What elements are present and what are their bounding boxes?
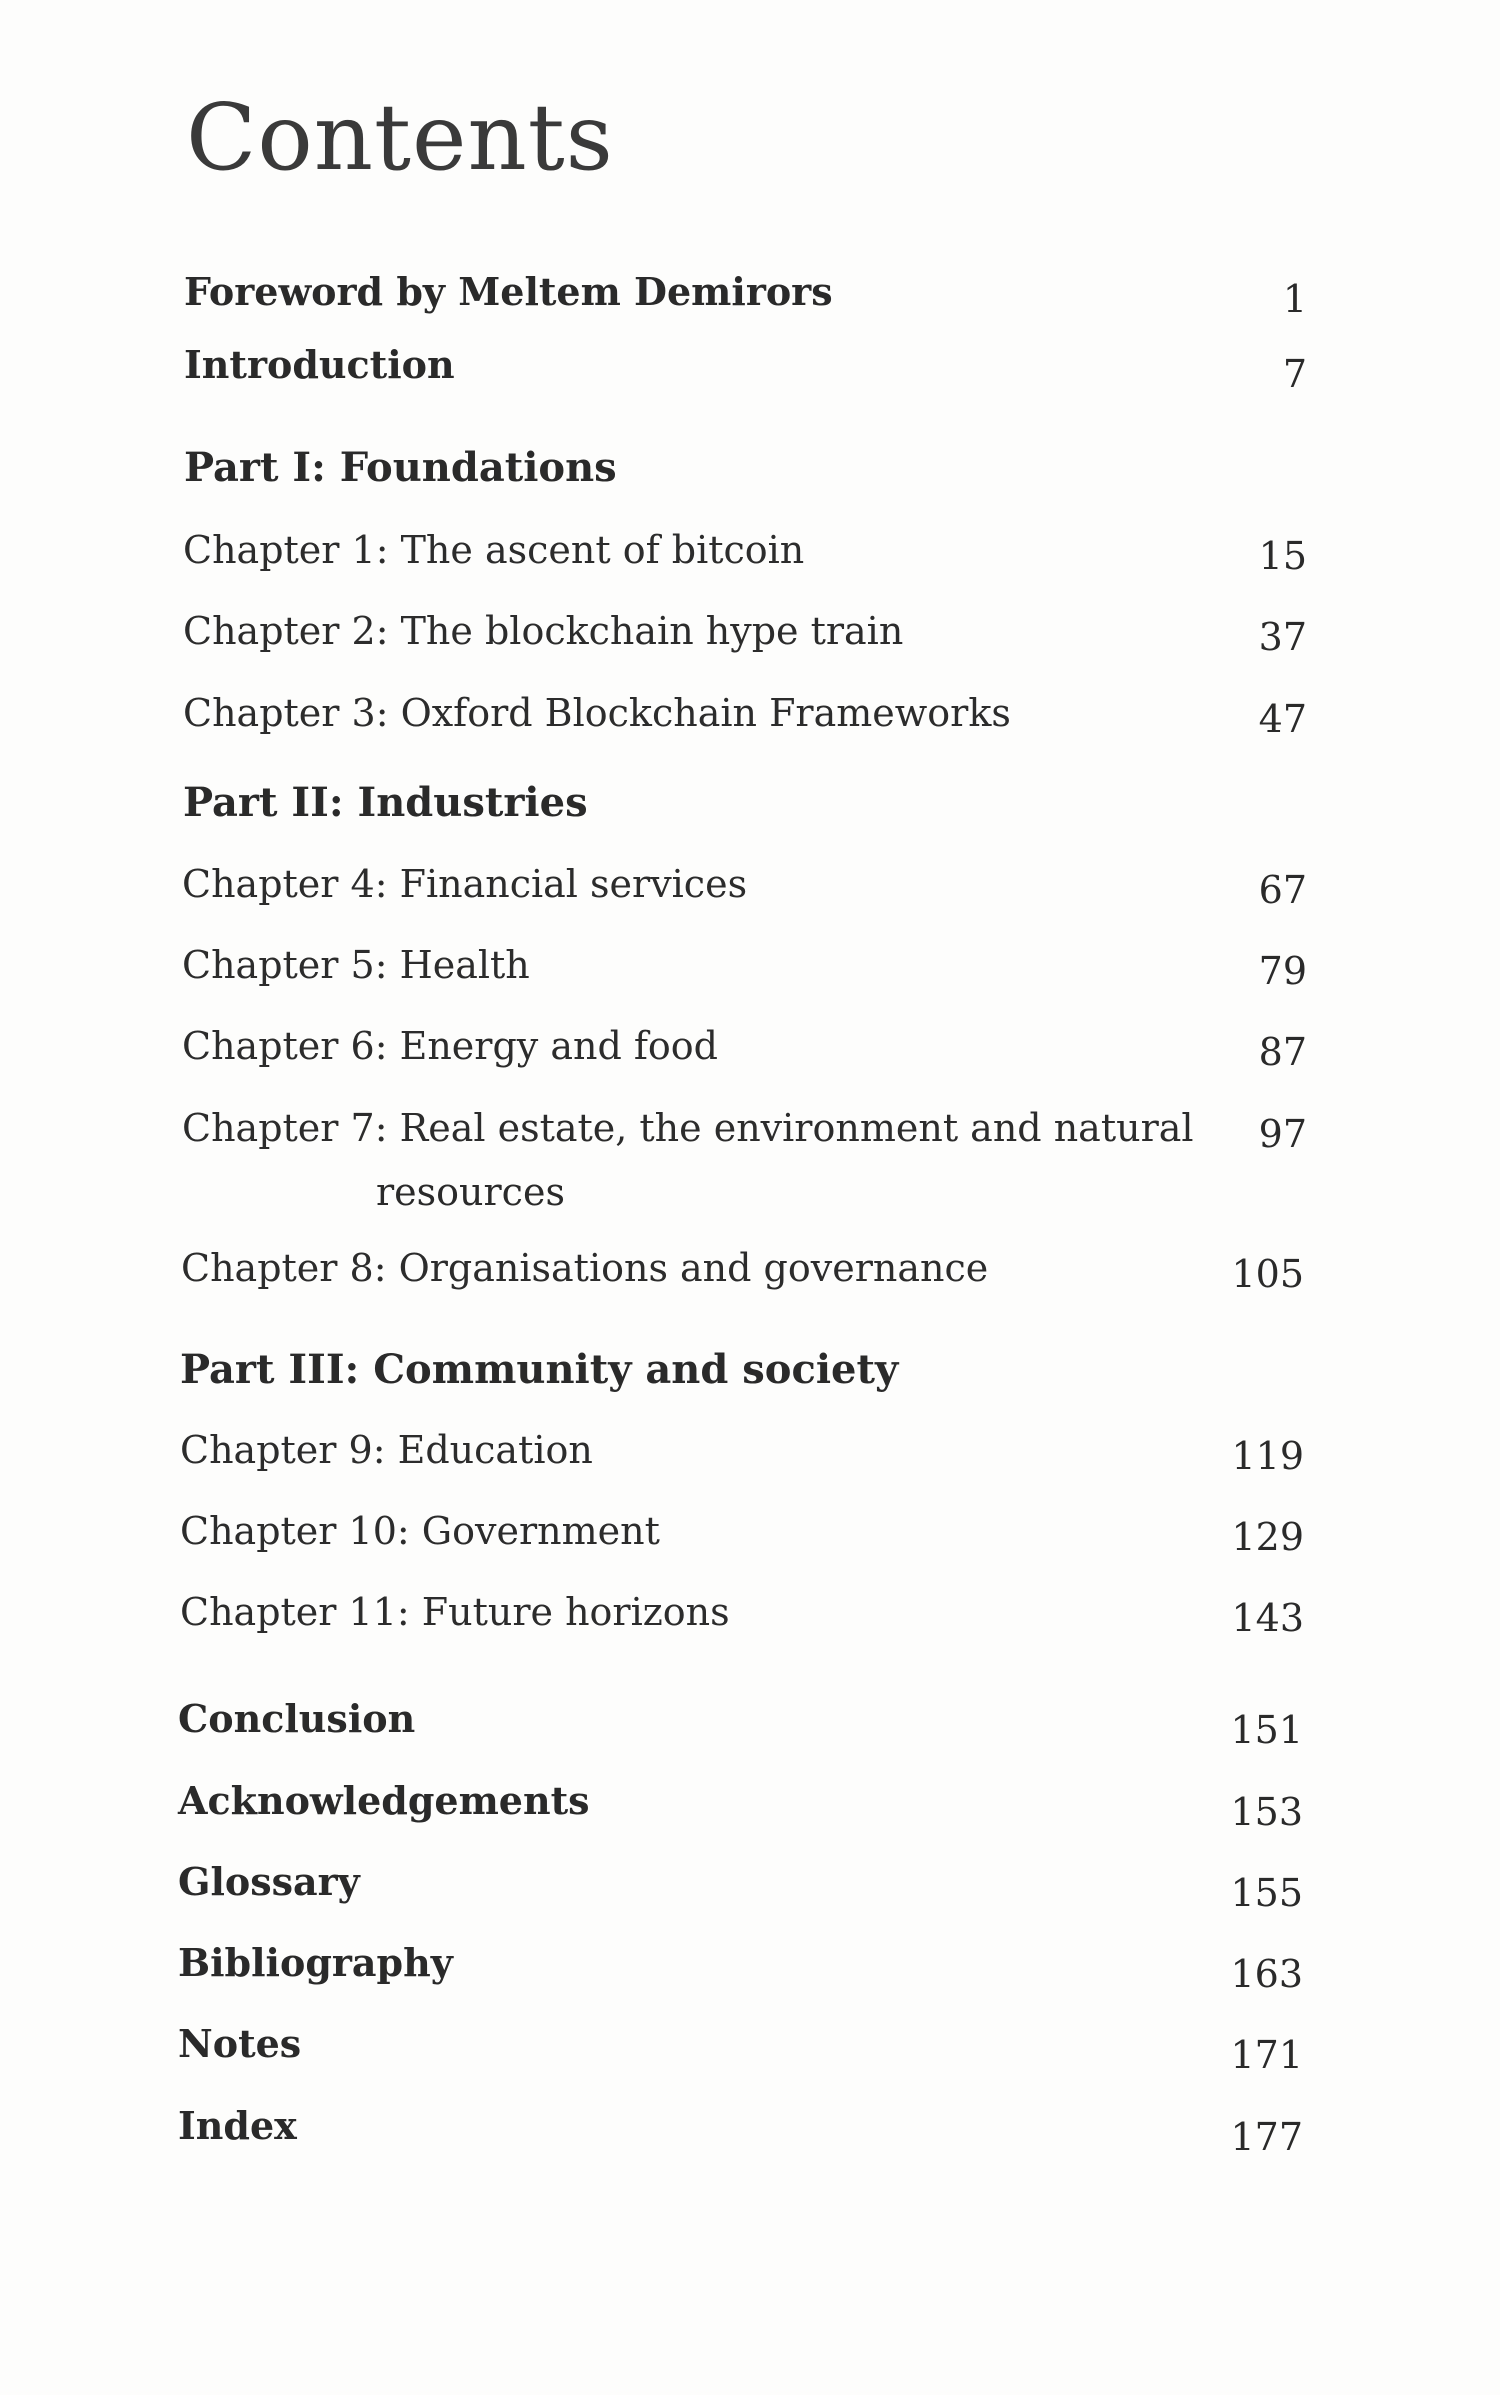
toc-entry-label: Index	[178, 2103, 297, 2148]
toc-entry-label: Chapter 2: The blockchain hype train	[183, 609, 904, 653]
toc-entry-chapter-9[interactable]	[0, 1427, 1500, 1487]
toc-entry-page: 15	[1258, 534, 1307, 578]
toc-entry-chapter-2[interactable]	[0, 608, 1500, 668]
toc-entry-page: 47	[1258, 697, 1307, 741]
toc-entry-label: Chapter 9: Education	[180, 1428, 593, 1472]
toc-entry-label: Introduction	[184, 342, 455, 387]
toc-entry-label: Foreword by Meltem Demirors	[184, 269, 833, 314]
part-heading-1	[0, 443, 1500, 503]
toc-entry-page: 7	[1282, 352, 1307, 396]
toc-entry-chapter-3[interactable]	[0, 690, 1500, 750]
toc-entry-label: Chapter 6: Energy and food	[182, 1024, 719, 1068]
toc-entry-label: Chapter 7: Real estate, the environment and natural	[182, 1106, 1194, 1150]
toc-entry-label: Chapter 8: Organisations and governance	[181, 1246, 989, 1290]
part-heading-label: Part I: Foundations	[184, 444, 617, 491]
toc-entry-index[interactable]	[0, 2102, 1500, 2162]
part-heading-2	[0, 778, 1500, 838]
toc-entry-page: 87	[1258, 1030, 1307, 1074]
toc-entry-page: 177	[1230, 2115, 1303, 2159]
toc-entry-chapter-10[interactable]	[0, 1508, 1500, 1568]
toc-entry-page: 151	[1230, 1708, 1303, 1752]
toc-entry-page: 119	[1231, 1434, 1304, 1478]
toc-entry-glossary[interactable]	[0, 1858, 1500, 1918]
toc-entry-label: Chapter 11: Future horizons	[180, 1590, 730, 1634]
toc-entry-label-continuation: resources	[376, 1170, 565, 1214]
toc-entry-acknowledgements[interactable]	[0, 1777, 1500, 1837]
toc-entry-label: Chapter 3: Oxford Blockchain Frameworks	[183, 691, 1011, 735]
toc-entry-bibliography[interactable]	[0, 1939, 1500, 1999]
toc-entry-page: 67	[1258, 868, 1307, 912]
part-heading-label: Part III: Community and society	[180, 1346, 899, 1393]
toc-entry-page: 79	[1258, 949, 1307, 993]
toc-entry-page: 129	[1231, 1515, 1304, 1559]
toc-entry-page: 153	[1230, 1790, 1303, 1834]
toc-entry-label: Bibliography	[178, 1940, 453, 1985]
toc-entry-label: Glossary	[178, 1859, 360, 1904]
toc-entry-chapter-11[interactable]	[0, 1589, 1500, 1649]
toc-entry-page: 105	[1231, 1252, 1304, 1296]
toc-entry-chapter-4[interactable]	[0, 861, 1500, 921]
toc-entry-page: 1	[1282, 277, 1307, 321]
toc-entry-label: Chapter 4: Financial services	[182, 862, 748, 906]
toc-entry-page: 143	[1231, 1596, 1304, 1640]
toc-entry-chapter-5[interactable]	[0, 942, 1500, 1002]
toc-entry-label: Chapter 1: The ascent of bitcoin	[183, 528, 805, 572]
toc-entry-page: 171	[1230, 2033, 1303, 2077]
toc-entry-label: Acknowledgements	[178, 1778, 590, 1823]
page-title: Contents	[186, 84, 614, 191]
toc-entry-label: Conclusion	[178, 1696, 416, 1741]
toc-entry-conclusion[interactable]	[0, 1695, 1500, 1755]
toc-entry-label: Notes	[178, 2021, 302, 2066]
part-heading-3	[0, 1345, 1500, 1405]
toc-entry-page: 155	[1230, 1871, 1303, 1915]
toc-entry-chapter-7[interactable]	[0, 1105, 1500, 1225]
toc-entry-label: Chapter 10: Government	[180, 1509, 660, 1553]
toc-entry-foreword[interactable]	[0, 268, 1500, 328]
part-heading-label: Part II: Industries	[183, 779, 588, 826]
toc-entry-chapter-1[interactable]	[0, 527, 1500, 587]
toc-entry-label: Chapter 5: Health	[182, 943, 530, 987]
toc-entry-introduction[interactable]	[0, 341, 1500, 401]
toc-entry-chapter-6[interactable]	[0, 1023, 1500, 1083]
toc-entry-page: 37	[1258, 615, 1307, 659]
toc-entry-page: 163	[1230, 1952, 1303, 1996]
toc-entry-page: 97	[1258, 1112, 1307, 1156]
toc-entry-chapter-8[interactable]	[0, 1245, 1500, 1305]
toc-entry-notes[interactable]	[0, 2020, 1500, 2080]
